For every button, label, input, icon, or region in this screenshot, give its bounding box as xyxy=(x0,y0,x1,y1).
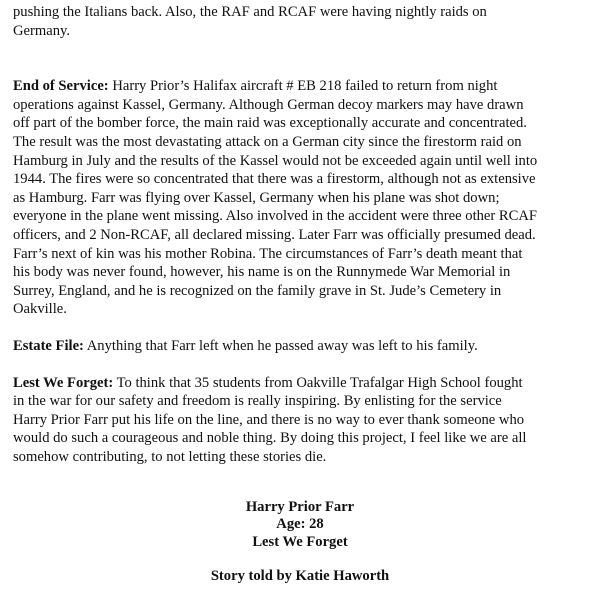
text-line: 1944. The fires were so concentrated that there was a firestorm, although not as extensive xyxy=(13,171,536,188)
footer-credit: Story told by Katie Haworth xyxy=(210,568,390,584)
text-line: everyone in the plane went missing. Also involved in the accident were three other RCAF xyxy=(13,208,538,225)
text-line: his body was never found, however, his name is on the Runnymede War Memorial in xyxy=(13,264,511,281)
estate-file-text: Anything that Farr left when he passed away was left to his family. xyxy=(83,337,478,354)
footer-name: Harry Prior Farr xyxy=(245,499,355,515)
footer-credit-block xyxy=(0,568,600,585)
text-line: somehow contributing, to not letting these stories die. xyxy=(13,448,327,465)
intro-paragraph xyxy=(13,3,593,40)
text-line: would do such a courageous and noble thing. By doing this project, I feel like we are all xyxy=(13,430,527,447)
text-line: pushing the Italians back. Also, the RAF and RCAF were having nightly raids on xyxy=(13,4,487,20)
lest-we-forget-label: Lest We Forget: xyxy=(13,374,114,391)
text-line: Hamburg in July and the results of the Kassel would not be exceeded again until well into xyxy=(13,152,538,169)
footer-tagline: Lest We Forget xyxy=(252,533,348,550)
text-line: off part of the bomber force, the main raid was exceptionally accurate and concentrated. xyxy=(13,115,527,132)
text-line: in the war for our safety and freedom is really inspiring. By enlisting for the service xyxy=(13,393,502,410)
estate-file-label: Estate File: xyxy=(13,337,84,354)
text-line xyxy=(13,337,593,356)
end-of-service-paragraph xyxy=(13,77,593,319)
text-line: Surrey, England, and he is recognized on the family grave in St. Jude’s Cemetery in xyxy=(13,282,502,299)
text-line: Germany. xyxy=(13,22,70,39)
lest-we-forget-first-line: To think that 35 students from Oakville Trafalgar High School fought xyxy=(113,374,523,391)
estate-file-paragraph xyxy=(13,337,593,356)
text-line: Farr’s next of kin was his mother Robina. The circumstances of Farr’s death meant that xyxy=(13,245,523,262)
lest-we-forget-paragraph xyxy=(13,374,593,467)
footer-age: Age: 28 xyxy=(276,516,324,533)
text-line: operations against Kassel, Germany. Although German decoy markers may have drawn xyxy=(13,96,524,113)
text-line: as Hamburg. Farr was flying over Kassel, Germany when his plane was shot down; xyxy=(13,189,500,206)
text-line: officers, and 2 Non-RCAF, all declared missing. Later Farr was officially presumed dead. xyxy=(13,226,536,243)
footer-block xyxy=(0,499,600,551)
text-line xyxy=(13,374,593,393)
text-line xyxy=(13,77,593,96)
end-of-service-label: End of Service: xyxy=(13,78,109,95)
end-of-service-first-line: Harry Prior’s Halifax aircraft # EB 218 failed to return from night xyxy=(108,78,498,95)
text-line: Oakville. xyxy=(13,301,67,318)
text-line: Harry Prior Farr put his life on the line, and there is no way to ever thank someone who xyxy=(13,411,525,428)
document-page xyxy=(13,3,593,466)
text-line: The result was the most devastating attack on a German city since the firestorm raid on xyxy=(13,133,522,150)
